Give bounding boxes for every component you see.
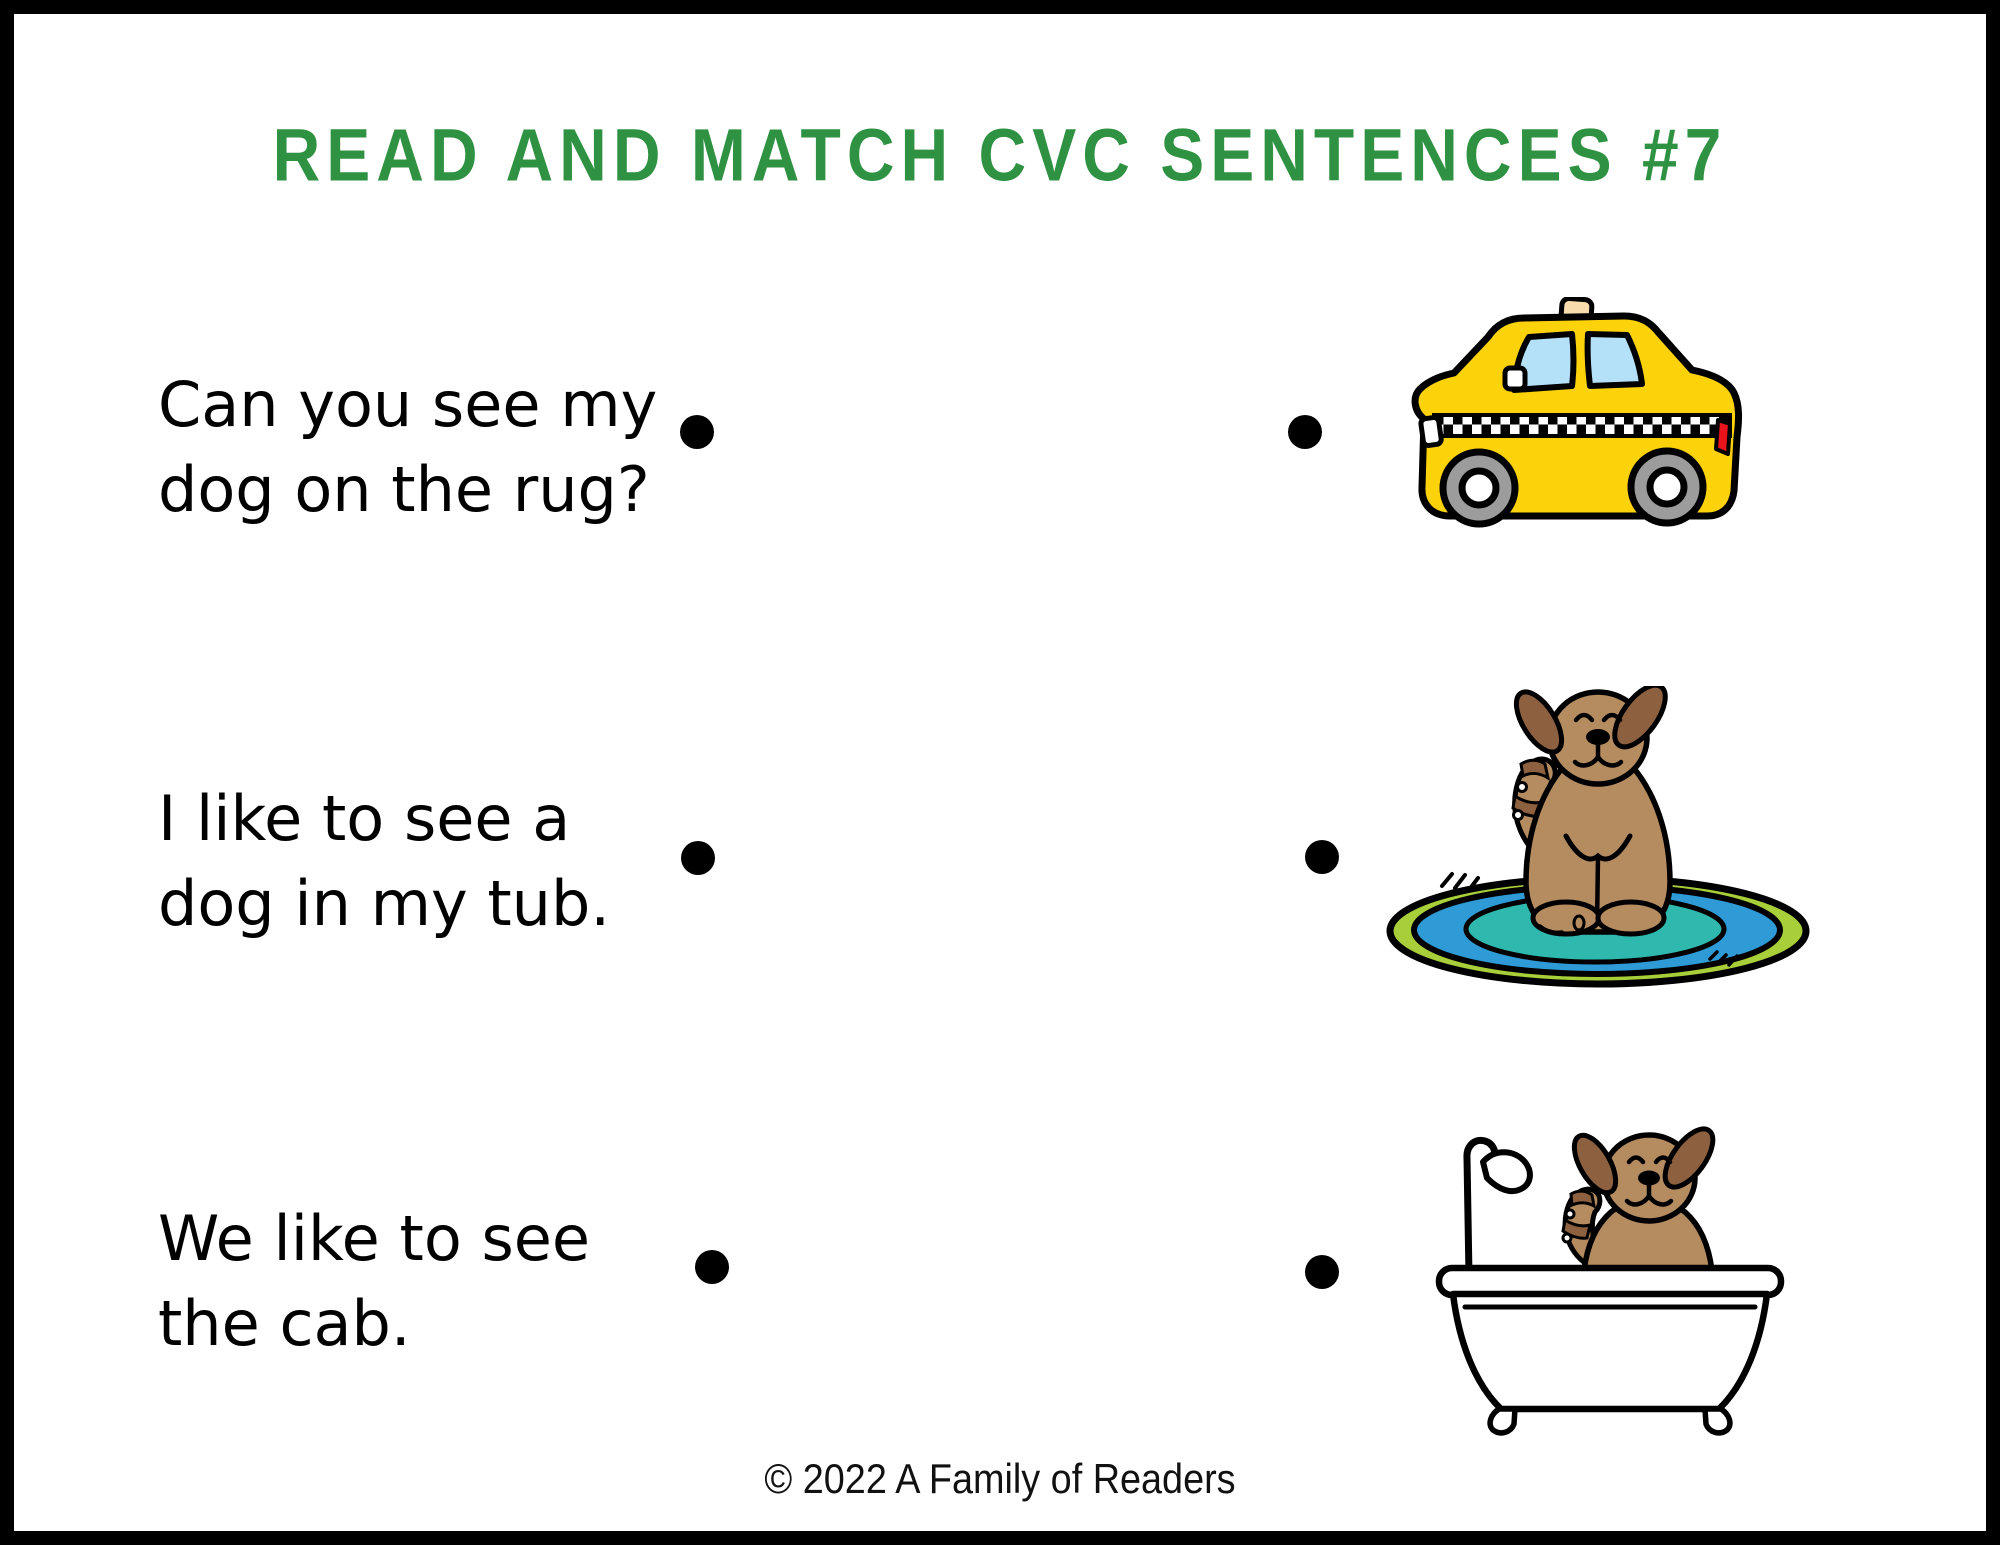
match-dot-image-2[interactable] <box>1305 840 1339 874</box>
match-dot-sentence-2[interactable] <box>681 841 715 875</box>
sentence-2-line-2: dog in my tub. <box>158 867 611 940</box>
sentence-1-line-1: Can you see my <box>158 368 658 441</box>
brown-dog <box>1507 686 1674 934</box>
sentence-1 <box>158 362 657 532</box>
match-dot-sentence-1[interactable] <box>680 415 714 449</box>
match-dot-image-3[interactable] <box>1305 1255 1339 1289</box>
sentence-3 <box>158 1196 590 1366</box>
taxi-vent-window <box>1505 368 1525 389</box>
bathtub <box>1439 1268 1781 1433</box>
dog-right-paw <box>1598 902 1664 934</box>
taxi-checker-band <box>1434 415 1730 436</box>
taxi-front-wheel <box>1443 452 1515 524</box>
dog-in-bathtub-image <box>1435 1126 1785 1438</box>
sentence-1-line-2: dog on the rug? <box>158 453 650 526</box>
dog-nose <box>1586 729 1610 745</box>
match-dot-image-1[interactable] <box>1288 415 1322 449</box>
taxi-rear-wheel <box>1631 451 1703 523</box>
tub-right-foot <box>1705 1409 1730 1433</box>
yellow-taxi-cab-image <box>1408 297 1748 532</box>
sentence-2-line-1: I like to see a <box>158 782 571 855</box>
shower-fixture <box>1467 1140 1530 1276</box>
taxi-headlight <box>1420 417 1442 446</box>
dog-on-rug-image <box>1382 686 1815 988</box>
brown-dog <box>1563 1126 1722 1282</box>
worksheet-title: READ AND MATCH CVC SENTENCES #7 <box>272 113 1728 196</box>
tub-left-foot <box>1490 1409 1515 1433</box>
sentence-3-line-2: the cab. <box>158 1287 411 1360</box>
match-dot-sentence-3[interactable] <box>695 1250 729 1284</box>
sentence-2 <box>158 776 610 946</box>
copyright-footer: © 2022 A Family of Readers <box>764 1455 1236 1502</box>
taxi-taillight <box>1716 420 1730 454</box>
sentence-3-line-1: We like to see <box>158 1202 591 1275</box>
